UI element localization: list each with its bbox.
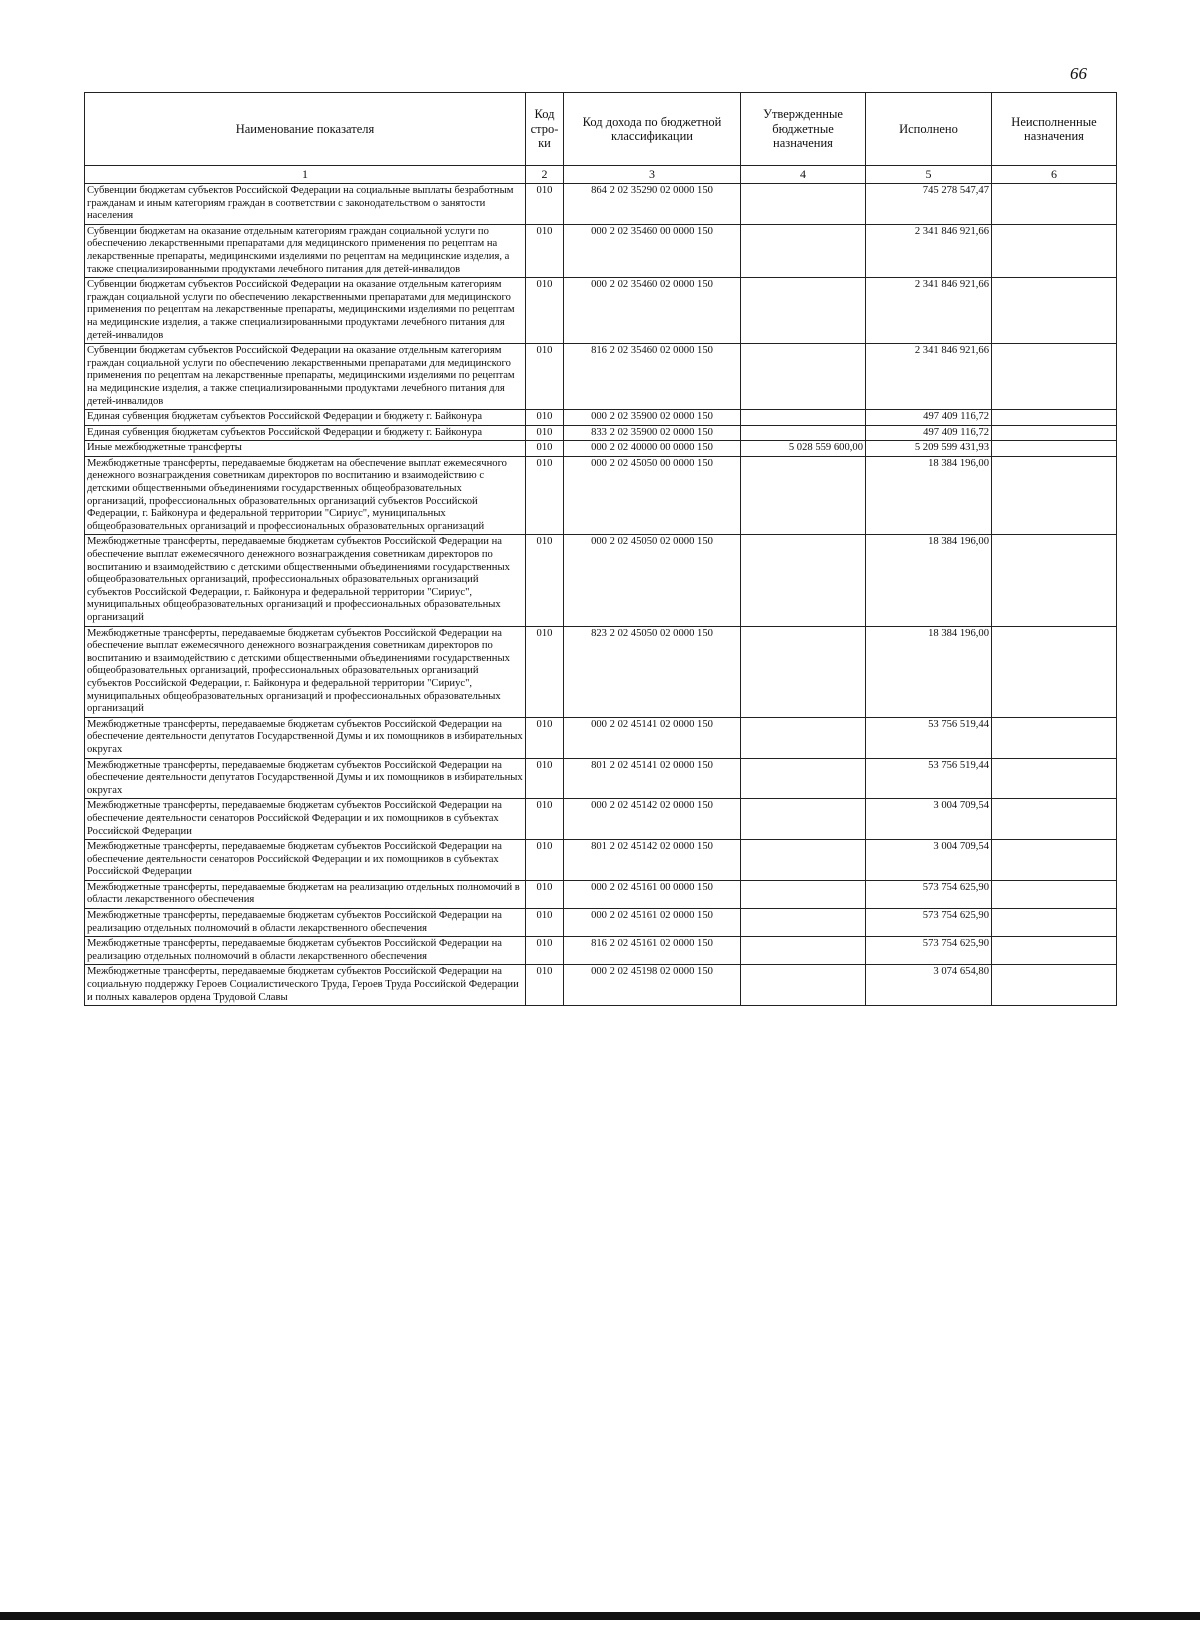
- header-indicator-name: Наименование показателя: [85, 93, 526, 166]
- row-revenue-code-cell: 000 2 02 35460 02 0000 150: [564, 278, 741, 344]
- row-name-cell: Иные межбюджетные трансферты: [85, 441, 526, 457]
- row-executed-cell: 3 074 654,80: [866, 965, 992, 1006]
- table-row: [85, 456, 1117, 535]
- table-row: [85, 535, 1117, 626]
- row-line-code-cell: 010: [526, 184, 564, 225]
- row-approved-cell: [741, 278, 866, 344]
- header-unexecuted: Неисполненные назначения: [992, 93, 1117, 166]
- row-line-code-cell: 010: [526, 425, 564, 441]
- row-approved-cell: [741, 758, 866, 799]
- row-name-cell: Межбюджетные трансферты, передаваемые бюджетам на обеспечение выплат ежемесячного денежного вознаграждения советникам директоров по воспитанию и взаимодействию с детскими общественными объединениями государственных общеобразовательных организаций, профессиональных образовательных организаций субъектов Российской Федерации, г. Байконура и федеральной территории "Сириус", муниципальных общеобразовательных организаций и профессиональных образовательных организаций: [85, 456, 526, 535]
- row-unexecuted-cell: [992, 425, 1117, 441]
- row-executed-cell: 53 756 519,44: [866, 717, 992, 758]
- column-number: 1: [85, 166, 526, 184]
- row-approved-cell: [741, 410, 866, 426]
- row-revenue-code-cell: 000 2 02 35900 02 0000 150: [564, 410, 741, 426]
- table-body: [85, 166, 1117, 1006]
- row-revenue-code-cell: 000 2 02 35460 00 0000 150: [564, 224, 741, 277]
- row-unexecuted-cell: [992, 880, 1117, 908]
- row-executed-cell: 2 341 846 921,66: [866, 224, 992, 277]
- row-revenue-code-cell: 816 2 02 45161 02 0000 150: [564, 937, 741, 965]
- row-executed-cell: 3 004 709,54: [866, 840, 992, 881]
- header-approved: Утвержденные бюджетные назначения: [741, 93, 866, 166]
- row-executed-cell: 497 409 116,72: [866, 425, 992, 441]
- row-unexecuted-cell: [992, 410, 1117, 426]
- row-line-code-cell: 010: [526, 456, 564, 535]
- row-executed-cell: 5 209 599 431,93: [866, 441, 992, 457]
- row-name-cell: Межбюджетные трансферты, передаваемые бюджетам субъектов Российской Федерации на обеспечение выплат ежемесячного денежного вознаграждения советникам директоров по воспитанию и взаимодействию с детскими общественными объединениями государственных общеобразовательных организаций, профессиональных образовательных организаций субъектов Российской Федерации, г. Байконура и федеральной территории "Сириус", муниципальных общеобразовательных организаций и профессиональных образовательных организаций: [85, 535, 526, 626]
- table-row: [85, 840, 1117, 881]
- row-revenue-code-cell: 816 2 02 35460 02 0000 150: [564, 344, 741, 410]
- row-line-code-cell: 010: [526, 799, 564, 840]
- row-executed-cell: 2 341 846 921,66: [866, 278, 992, 344]
- row-unexecuted-cell: [992, 626, 1117, 717]
- column-number: 4: [741, 166, 866, 184]
- row-approved-cell: [741, 224, 866, 277]
- row-executed-cell: 18 384 196,00: [866, 535, 992, 626]
- table-row: [85, 758, 1117, 799]
- column-number: 5: [866, 166, 992, 184]
- row-approved-cell: [741, 880, 866, 908]
- row-revenue-code-cell: 823 2 02 45050 02 0000 150: [564, 626, 741, 717]
- row-revenue-code-cell: 801 2 02 45141 02 0000 150: [564, 758, 741, 799]
- row-line-code-cell: 010: [526, 717, 564, 758]
- row-unexecuted-cell: [992, 441, 1117, 457]
- row-revenue-code-cell: 000 2 02 45050 00 0000 150: [564, 456, 741, 535]
- row-executed-cell: 497 409 116,72: [866, 410, 992, 426]
- table-row: [85, 626, 1117, 717]
- row-name-cell: Единая субвенция бюджетам субъектов Российской Федерации и бюджету г. Байконура: [85, 410, 526, 426]
- row-line-code-cell: 010: [526, 965, 564, 1006]
- row-unexecuted-cell: [992, 909, 1117, 937]
- row-approved-cell: [741, 626, 866, 717]
- row-name-cell: Субвенции бюджетам субъектов Российской Федерации на оказание отдельным категориям граждан социальной услуги по обеспечению лекарственными препаратами для медицинского применения по рецептам на лекарственные препараты, медицинскими изделиями по рецептам на медицинские изделия, а также специализированными продуктами лечебного питания для детей-инвалидов: [85, 278, 526, 344]
- row-approved-cell: [741, 456, 866, 535]
- row-executed-cell: 53 756 519,44: [866, 758, 992, 799]
- column-number: 3: [564, 166, 741, 184]
- row-executed-cell: 573 754 625,90: [866, 880, 992, 908]
- row-line-code-cell: 010: [526, 909, 564, 937]
- row-approved-cell: [741, 344, 866, 410]
- row-unexecuted-cell: [992, 535, 1117, 626]
- header-revenue-code: Код дохода по бюджетной классификации: [564, 93, 741, 166]
- table-row: [85, 184, 1117, 225]
- row-unexecuted-cell: [992, 184, 1117, 225]
- row-unexecuted-cell: [992, 937, 1117, 965]
- row-revenue-code-cell: 000 2 02 45161 02 0000 150: [564, 909, 741, 937]
- row-unexecuted-cell: [992, 717, 1117, 758]
- row-name-cell: Субвенции бюджетам на оказание отдельным категориям граждан социальной услуги по обеспечению лекарственными препаратами для медицинского применения по рецептам на лекарственные препараты, медицинскими изделиями по рецептам на медицинские изделия, а также специализированными продуктами лечебного питания для детей-инвалидов: [85, 224, 526, 277]
- row-name-cell: Межбюджетные трансферты, передаваемые бюджетам субъектов Российской Федерации на социальную поддержку Героев Социалистического Труда, Героев Труда Российской Федерации и полных кавалеров ордена Трудовой Славы: [85, 965, 526, 1006]
- row-name-cell: Субвенции бюджетам субъектов Российской Федерации на оказание отдельным категориям граждан социальной услуги по обеспечению лекарственными препаратами для медицинского применения по рецептам на лекарственные препараты, медицинскими изделиями по рецептам на медицинские изделия, а также специализированными продуктами лечебного питания для детей-инвалидов: [85, 344, 526, 410]
- row-name-cell: Единая субвенция бюджетам субъектов Российской Федерации и бюджету г. Байконура: [85, 425, 526, 441]
- header-executed: Исполнено: [866, 93, 992, 166]
- budget-revenue-table: [84, 92, 1117, 1006]
- row-approved-cell: [741, 184, 866, 225]
- row-name-cell: Субвенции бюджетам субъектов Российской Федерации на социальные выплаты безработным гражданам и иным категориям граждан в соответствии с законодательством о занятости населения: [85, 184, 526, 225]
- row-name-cell: Межбюджетные трансферты, передаваемые бюджетам субъектов Российской Федерации на обеспечение выплат ежемесячного денежного вознаграждения советникам директоров по воспитанию и взаимодействию с детскими общественными объединениями государственных общеобразовательных организаций, профессиональных образовательных организаций субъектов Российской Федерации, г. Байконура и федеральной территории "Сириус", муниципальных общеобразовательных организаций и профессиональных образовательных организаций: [85, 626, 526, 717]
- row-approved-cell: [741, 535, 866, 626]
- row-unexecuted-cell: [992, 278, 1117, 344]
- row-line-code-cell: 010: [526, 410, 564, 426]
- row-executed-cell: 3 004 709,54: [866, 799, 992, 840]
- row-line-code-cell: 010: [526, 880, 564, 908]
- row-line-code-cell: 010: [526, 840, 564, 881]
- row-name-cell: Межбюджетные трансферты, передаваемые бюджетам субъектов Российской Федерации на реализацию отдельных полномочий в области лекарственного обеспечения: [85, 937, 526, 965]
- row-executed-cell: 745 278 547,47: [866, 184, 992, 225]
- table-row: [85, 717, 1117, 758]
- row-revenue-code-cell: 000 2 02 45141 02 0000 150: [564, 717, 741, 758]
- table-row: [85, 441, 1117, 457]
- column-number: 6: [992, 166, 1117, 184]
- row-name-cell: Межбюджетные трансферты, передаваемые бюджетам субъектов Российской Федерации на обеспечение деятельности депутатов Государственной Думы и их помощников в избирательных округах: [85, 717, 526, 758]
- row-name-cell: Межбюджетные трансферты, передаваемые бюджетам субъектов Российской Федерации на обеспечение деятельности депутатов Государственной Думы и их помощников в избирательных округах: [85, 758, 526, 799]
- page-number: 66: [1070, 64, 1087, 83]
- row-line-code-cell: 010: [526, 535, 564, 626]
- row-approved-cell: [741, 965, 866, 1006]
- row-name-cell: Межбюджетные трансферты, передаваемые бюджетам субъектов Российской Федерации на обеспечение деятельности сенаторов Российской Федерации и их помощников в субъектах Российской Федерации: [85, 840, 526, 881]
- table-header: [85, 93, 1117, 166]
- row-line-code-cell: 010: [526, 758, 564, 799]
- row-executed-cell: 18 384 196,00: [866, 626, 992, 717]
- table-row: [85, 278, 1117, 344]
- row-approved-cell: [741, 799, 866, 840]
- row-revenue-code-cell: 000 2 02 45198 02 0000 150: [564, 965, 741, 1006]
- row-executed-cell: 573 754 625,90: [866, 909, 992, 937]
- table-row: [85, 425, 1117, 441]
- row-unexecuted-cell: [992, 456, 1117, 535]
- row-line-code-cell: 010: [526, 224, 564, 277]
- row-approved-cell: [741, 909, 866, 937]
- row-unexecuted-cell: [992, 224, 1117, 277]
- table-row: [85, 965, 1117, 1006]
- row-approved-cell: 5 028 559 600,00: [741, 441, 866, 457]
- row-line-code-cell: 010: [526, 937, 564, 965]
- row-line-code-cell: 010: [526, 441, 564, 457]
- table-row: [85, 224, 1117, 277]
- row-revenue-code-cell: 000 2 02 45050 02 0000 150: [564, 535, 741, 626]
- row-revenue-code-cell: 000 2 02 40000 00 0000 150: [564, 441, 741, 457]
- column-number: 2: [526, 166, 564, 184]
- row-approved-cell: [741, 937, 866, 965]
- row-executed-cell: 2 341 846 921,66: [866, 344, 992, 410]
- row-approved-cell: [741, 425, 866, 441]
- table-row: [85, 410, 1117, 426]
- row-revenue-code-cell: 000 2 02 45161 00 0000 150: [564, 880, 741, 908]
- column-number-row: [85, 166, 1117, 184]
- row-revenue-code-cell: 801 2 02 45142 02 0000 150: [564, 840, 741, 881]
- row-approved-cell: [741, 840, 866, 881]
- row-line-code-cell: 010: [526, 344, 564, 410]
- row-revenue-code-cell: 864 2 02 35290 02 0000 150: [564, 184, 741, 225]
- row-line-code-cell: 010: [526, 626, 564, 717]
- row-name-cell: Межбюджетные трансферты, передаваемые бюджетам субъектов Российской Федерации на обеспечение деятельности сенаторов Российской Федерации и их помощников в субъектах Российской Федерации: [85, 799, 526, 840]
- row-name-cell: Межбюджетные трансферты, передаваемые бюджетам на реализацию отдельных полномочий в области лекарственного обеспечения: [85, 880, 526, 908]
- row-executed-cell: 18 384 196,00: [866, 456, 992, 535]
- row-line-code-cell: 010: [526, 278, 564, 344]
- table-row: [85, 344, 1117, 410]
- table-row: [85, 799, 1117, 840]
- row-unexecuted-cell: [992, 758, 1117, 799]
- row-name-cell: Межбюджетные трансферты, передаваемые бюджетам субъектов Российской Федерации на реализацию отдельных полномочий в области лекарственного обеспечения: [85, 909, 526, 937]
- header-line-code: Код стро-ки: [526, 93, 564, 166]
- row-unexecuted-cell: [992, 799, 1117, 840]
- row-unexecuted-cell: [992, 965, 1117, 1006]
- table-row: [85, 909, 1117, 937]
- row-unexecuted-cell: [992, 344, 1117, 410]
- scan-edge-bar: [0, 1612, 1200, 1620]
- row-executed-cell: 573 754 625,90: [866, 937, 992, 965]
- table-row: [85, 937, 1117, 965]
- row-revenue-code-cell: 833 2 02 35900 02 0000 150: [564, 425, 741, 441]
- table-row: [85, 880, 1117, 908]
- row-unexecuted-cell: [992, 840, 1117, 881]
- row-approved-cell: [741, 717, 866, 758]
- row-revenue-code-cell: 000 2 02 45142 02 0000 150: [564, 799, 741, 840]
